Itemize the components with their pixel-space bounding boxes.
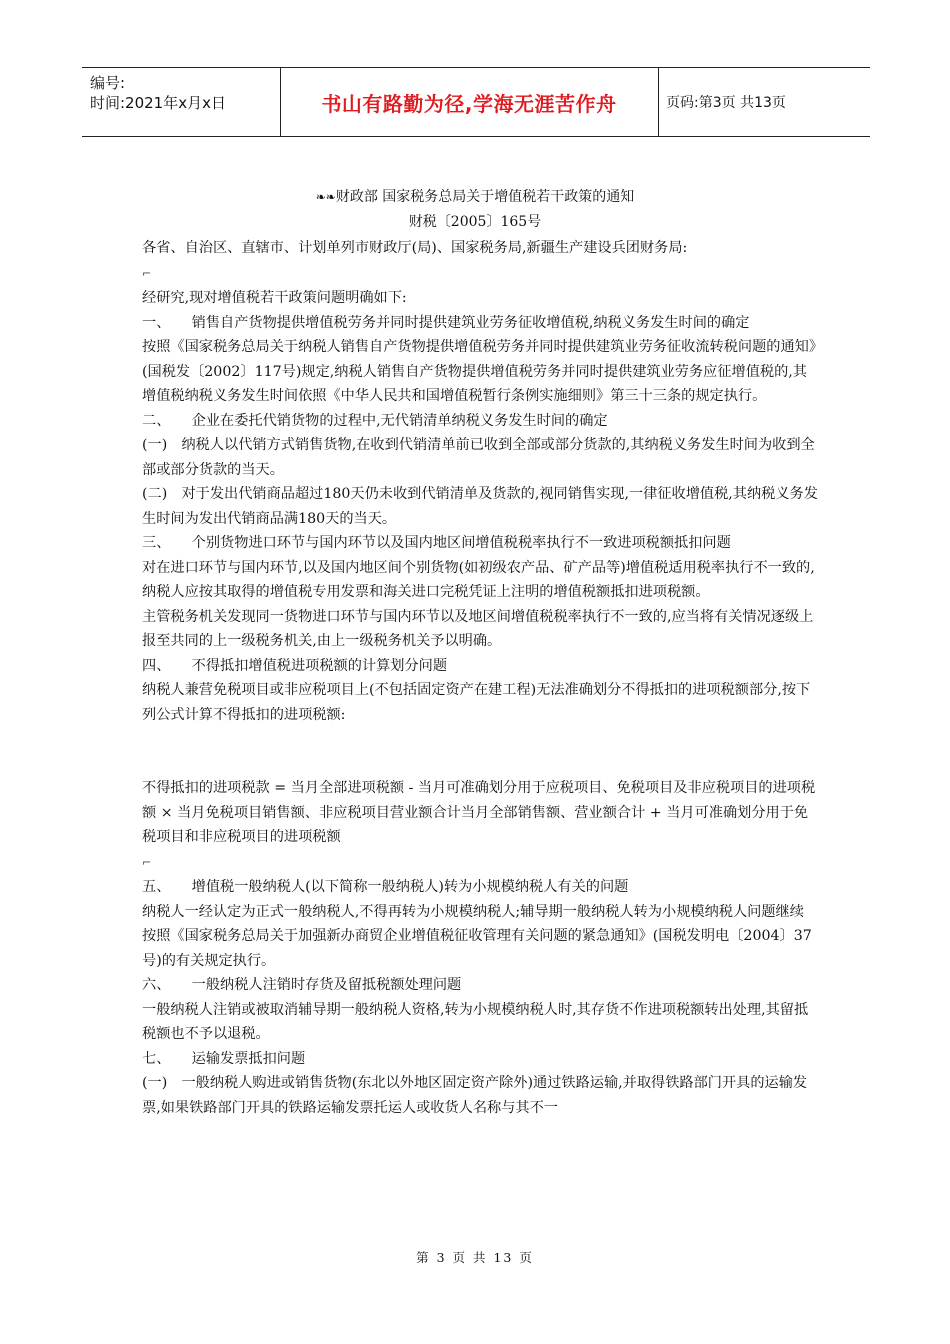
header-page-cell [660,68,876,136]
paragraph: 主管税务机关发现同一货物进口环节与国内环节以及地区间增值税税率执行不一致的,应当将有关情况逐级上报至共同的上一级税务机关,由上一级税务机关予以明确。 [142,608,814,649]
doc-number: 财税〔2005〕165号 [408,214,542,230]
decorative-mark-icon: ❧❧ [315,190,336,204]
paragraph: 各省、自治区、直辖市、计划单列市财政厅(局)、国家税务局,新疆生产建设兵团财务局: [142,240,688,256]
paragraph-mark-icon: ⌐ [142,855,152,869]
paragraph: 经研究,现对增值税若干政策问题明确如下: [142,290,407,306]
paragraph: 按照《国家税务总局关于纳税人销售自产货物提供增值税劳务并同时提供建筑业劳务征收流转税问题的通知》(国税发〔2002〕117号)规定,纳税人销售自产货物提供增值税劳务并同时提供建筑业劳务应征增值税的,其增值税纳税义务发生时间依照《中华人民共和国增值税暂行条例实施细则》第三十三条的规定执行。 [142,339,816,404]
paragraph: 纳税人一经认定为正式一般纳税人,不得再转为小规模纳税人;辅导期一般纳税人转为小规模纳税人问题继续按照《国家税务总局关于加强新办商贸企业增值税征收管理有关问题的紧急通知》(国税发明电〔2004〕37号)的有关规定执行。 [142,903,812,969]
motto-text: 书山有路勤为径,学海无涯苦作舟 [321,91,617,116]
paragraph: (二) 对于发出代销商品超过180天仍未收到代销清单及货款的,视同销售实现,一律征收增值税,其纳税义务发生时间为发出代销商品满180天的当天。 [142,486,818,527]
paragraph: 五、 增值税一般纳税人(以下简称一般纳税人)转为小规模纳税人有关的问题 [142,879,629,895]
header-meta [82,68,281,136]
doc-title [0,186,950,206]
page-number-label: 页码:第3页 共13页 [666,95,786,111]
page-footer: 第 3 页 共 13 页 [416,1250,534,1265]
formula-text: 不得抵扣的进项税款 = 当月全部进项税额 - 当月可准确划分用于应税项目、免税项目及非应税项目的进项税额 × 当月免税项目销售额、非应税项目营业额合计当月全部销售额、营业额合计 + 当月可准确划分用于免税项目和非应税项目的进项税额 [142,780,816,845]
paragraph: 六、 一般纳税人注销时存货及留抵税额处理问题 [142,977,462,993]
paragraph: 二、 企业在委托代销货物的过程中,无代销清单纳税义务发生时间的确定 [142,412,608,429]
paragraph: 四、 不得抵扣增值税进项税额的计算划分问题 [142,657,448,674]
header-motto-cell [280,68,659,136]
paragraph: 对在进口环节与国内环节,以及国内地区间个别货物(如初级农产品、矿产品等)增值税适用税率执行不一致的,纳税人应按其取得的增值税专用发票和海关进口完税凭证上注明的增值税额抵扣进项税额。 [142,559,815,600]
paragraph: 三、 个别货物进口环节与国内环节以及国内地区间增值税税率执行不一致进项税额抵扣问题 [142,535,731,551]
paragraph: 纳税人兼营免税项目或非应税项目上(不包括固定资产在建工程)无法准确划分不得抵扣的进项税额部分,按下列公式计算不得抵扣的进项税额: [142,682,811,723]
doc-time-label: 时间:2021年x月x日 [90,94,226,112]
paragraph: (一) 纳税人以代销方式销售货物,在收到代销清单前已收到全部或部分货款的,其纳税义务发生时间为收到全部或部分货款的当天。 [142,437,815,478]
paragraph: 一般纳税人注销或被取消辅导期一般纳税人资格,转为小规模纳税人时,其存货不作进项税额转出处理,其留抵税额也不予以退税。 [142,1001,809,1042]
paragraph: 一、 销售自产货物提供增值税劳务并同时提供建筑业劳务征收增值税,纳税义务发生时间的确定 [142,314,750,331]
paragraph-mark-icon: ⌐ [142,266,152,280]
doc-body [142,236,818,1120]
paragraph: (一) 一般纳税人购进或销售货物(东北以外地区固定资产除外)通过铁路运输,并取得铁路部门开具的运输发票,如果铁路部门开具的铁路运输发票托运人或收货人名称与其不一 [142,1075,808,1116]
paragraph: 七、 运输发票抵扣问题 [142,1050,306,1067]
page-header [82,67,870,137]
doc-number-label: 编号: [90,74,126,92]
blank-space [142,727,818,776]
doc-title-text: 财政部 国家税务总局关于增值税若干政策的通知 [335,189,635,205]
